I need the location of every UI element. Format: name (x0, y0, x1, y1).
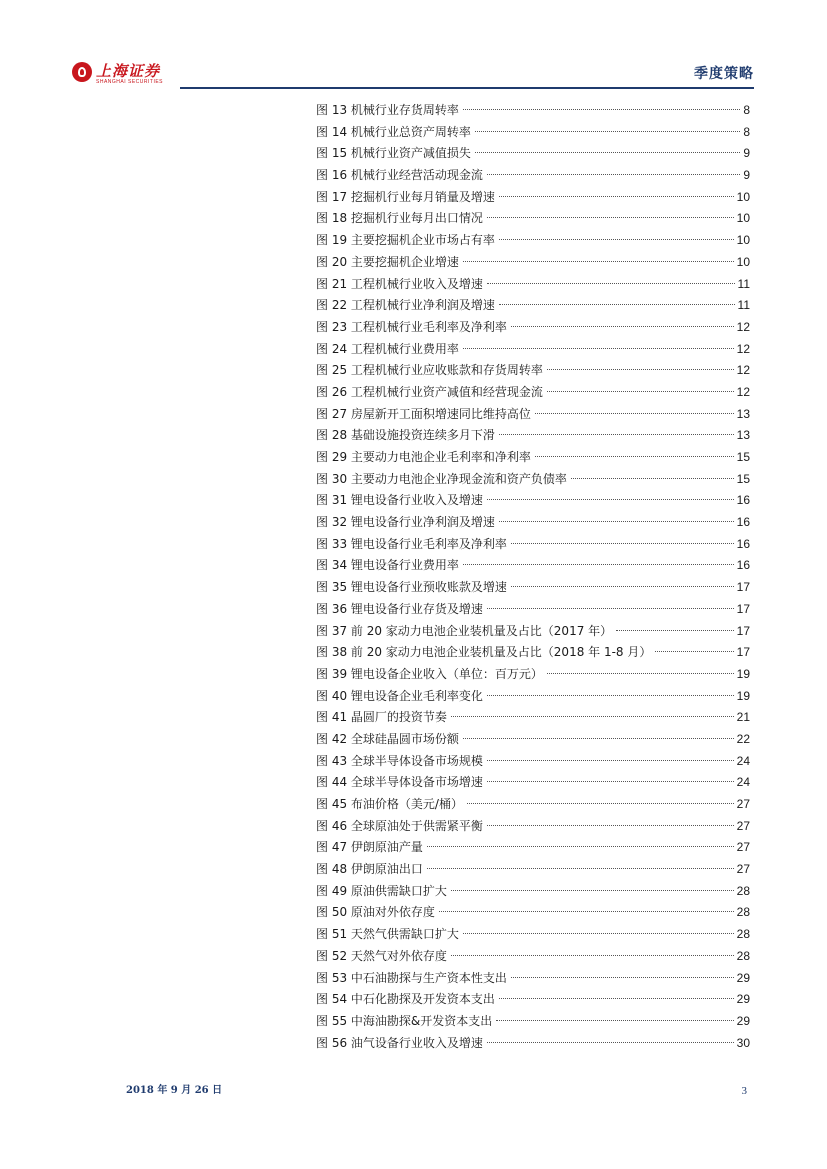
toc-dot-leader (499, 196, 734, 197)
toc-entry[interactable] (316, 339, 750, 361)
toc-entry[interactable] (316, 317, 750, 339)
toc-dot-leader (547, 391, 734, 392)
toc-dot-leader (487, 695, 734, 696)
toc-dot-leader (487, 760, 734, 761)
toc-dot-leader (463, 738, 734, 739)
toc-dot-leader (463, 348, 734, 349)
footer-date: 2018 年 9 月 26 日 (126, 1085, 223, 1096)
toc-dot-leader (499, 998, 734, 999)
toc-entry-label: 图 50 原油对外依存度 (316, 905, 435, 920)
toc-entry-page: 27 (736, 797, 750, 811)
toc-entry-page: 27 (736, 818, 750, 833)
toc-dot-leader (487, 781, 734, 782)
toc-entry-label: 图 51 天然气供需缺口扩大 (316, 927, 459, 942)
toc-dot-leader (475, 152, 740, 153)
toc-dot-leader (451, 716, 734, 717)
toc-entry[interactable] (316, 751, 750, 773)
toc-entry-page: 13 (736, 428, 750, 443)
toc-entry[interactable] (316, 577, 750, 599)
logo-chinese-text: 上海证券 (96, 62, 161, 80)
toc-entry-page: 9 (743, 168, 750, 183)
toc-entry-label: 图 39 锂电设备企业收入（单位：百万元） (316, 666, 543, 681)
toc-entry-page: 10 (736, 254, 750, 269)
toc-entry-page: 11 (737, 276, 750, 291)
toc-entry-page: 22 (736, 731, 750, 746)
toc-dot-leader (487, 825, 734, 826)
toc-entry-label: 图 26 工程机械行业资产减值和经营现金流 (316, 384, 543, 399)
toc-dot-leader (499, 434, 734, 435)
toc-entry[interactable] (316, 469, 750, 491)
toc-entry-page: 30 (736, 1035, 750, 1050)
toc-dot-leader (451, 890, 734, 891)
toc-entry-page: 9 (743, 146, 750, 161)
toc-entry[interactable] (316, 295, 750, 317)
page-header (0, 0, 827, 95)
toc-entry-page: 10 (736, 189, 750, 204)
toc-entry[interactable] (316, 252, 750, 274)
toc-entry[interactable] (316, 946, 750, 968)
toc-entry-page: 19 (736, 688, 750, 703)
toc-entry-label: 图 40 锂电设备企业毛利率变化 (316, 688, 483, 703)
toc-entry-label: 图 17 挖掘机行业每月销量及增速 (316, 189, 495, 204)
toc-entry[interactable] (316, 534, 750, 556)
toc-entry-page: 10 (736, 211, 750, 226)
toc-entry[interactable] (316, 924, 750, 946)
page-number: 3 (741, 1085, 747, 1097)
toc-entry[interactable] (316, 208, 750, 230)
toc-entry-label: 图 21 工程机械行业收入及增速 (316, 276, 483, 291)
toc-entry[interactable] (316, 686, 750, 708)
toc-entry-label: 图 52 天然气对外依存度 (316, 948, 447, 963)
toc-entry-page: 13 (736, 406, 750, 421)
toc-entry-page: 11 (737, 298, 750, 313)
section-title: 季度策略 (694, 66, 754, 82)
toc-entry-page: 17 (736, 623, 750, 638)
toc-entry-page: 12 (736, 363, 750, 378)
figure-table-of-contents (316, 100, 750, 1054)
toc-entry[interactable] (316, 989, 750, 1011)
toc-entry-label: 图 16 机械行业经营活动现金流 (316, 168, 483, 183)
toc-entry-page: 12 (736, 384, 750, 399)
toc-entry-page: 8 (743, 103, 750, 117)
toc-entry[interactable] (316, 859, 750, 881)
toc-entry[interactable] (316, 1011, 750, 1033)
toc-entry-label: 图 47 伊朗原油产量 (316, 840, 423, 855)
toc-entry-label: 图 37 前 20 家动力电池企业装机量及占比（2017 年） (316, 623, 613, 638)
toc-entry-page: 12 (736, 319, 750, 334)
toc-entry[interactable] (316, 230, 750, 252)
toc-entry[interactable] (316, 707, 750, 729)
toc-entry-label: 图 46 全球原油处于供需紧平衡 (316, 818, 483, 833)
toc-dot-leader (475, 131, 740, 132)
toc-entry[interactable] (316, 881, 750, 903)
toc-entry-label: 图 30 主要动力电池企业净现金流和资产负债率 (316, 471, 567, 486)
toc-entry[interactable] (316, 512, 750, 534)
toc-entry-label: 图 22 工程机械行业净利润及增速 (316, 298, 495, 313)
toc-dot-leader (655, 651, 733, 652)
toc-dot-leader (547, 369, 734, 370)
toc-entry-page: 16 (736, 493, 750, 508)
toc-entry-page: 28 (736, 883, 750, 898)
toc-entry-label: 图 54 中石化勘探及开发资本支出 (316, 992, 495, 1007)
toc-dot-leader (499, 304, 735, 305)
toc-entry[interactable] (316, 1033, 750, 1055)
header-divider (180, 87, 754, 89)
toc-entry[interactable] (316, 425, 750, 447)
toc-entry-label: 图 15 机械行业资产减值损失 (316, 146, 471, 161)
toc-entry-label: 图 24 工程机械行业费用率 (316, 341, 459, 356)
toc-entry-page: 15 (736, 450, 750, 464)
toc-entry[interactable] (316, 360, 750, 382)
toc-entry-label: 图 53 中石油勘探与生产资本性支出 (316, 970, 507, 985)
toc-dot-leader (487, 174, 740, 175)
logo-emblem-icon (72, 62, 92, 82)
toc-entry[interactable] (316, 816, 750, 838)
toc-entry-page: 28 (736, 948, 750, 963)
toc-entry-page: 17 (736, 580, 750, 595)
toc-dot-leader (463, 109, 740, 110)
toc-entry-page: 27 (736, 862, 750, 877)
toc-entry-page: 16 (736, 558, 750, 573)
toc-dot-leader (547, 673, 734, 674)
toc-entry[interactable] (316, 664, 750, 686)
toc-entry-label: 图 42 全球硅晶圆市场份额 (316, 731, 459, 746)
toc-entry[interactable] (316, 165, 750, 187)
toc-dot-leader (496, 1020, 733, 1021)
toc-dot-leader (439, 911, 734, 912)
toc-entry-page: 17 (736, 601, 750, 616)
toc-entry-label: 图 14 机械行业总资产周转率 (316, 124, 471, 139)
toc-entry-page: 29 (736, 970, 750, 985)
toc-entry[interactable] (316, 122, 750, 144)
toc-entry-page: 15 (736, 471, 750, 486)
toc-entry-label: 图 33 锂电设备行业毛利率及净利率 (316, 536, 507, 551)
toc-entry-page: 29 (736, 1013, 750, 1028)
toc-entry[interactable] (316, 902, 750, 924)
toc-entry-page: 28 (736, 927, 750, 942)
toc-entry-page: 28 (736, 905, 750, 920)
toc-entry-label: 图 34 锂电设备行业费用率 (316, 558, 459, 573)
toc-entry-label: 图 35 锂电设备行业预收账款及增速 (316, 580, 507, 595)
toc-entry-label: 图 18 挖掘机行业每月出口情况 (316, 211, 483, 226)
toc-entry-label: 图 45 布油价格（美元/桶） (316, 797, 463, 811)
toc-entry-page: 19 (736, 666, 750, 681)
toc-entry-label: 图 25 工程机械行业应收账款和存货周转率 (316, 363, 543, 378)
toc-dot-leader (463, 564, 734, 565)
toc-dot-leader (511, 326, 734, 327)
toc-entry-label: 图 32 锂电设备行业净利润及增速 (316, 515, 495, 530)
toc-entry-label: 图 29 主要动力电池企业毛利率和净利率 (316, 450, 531, 464)
toc-entry-label: 图 36 锂电设备行业存货及增速 (316, 601, 483, 616)
toc-entry[interactable] (316, 794, 750, 816)
toc-entry[interactable] (316, 968, 750, 990)
toc-entry[interactable] (316, 642, 750, 664)
toc-dot-leader (616, 630, 733, 631)
toc-dot-leader (427, 868, 734, 869)
toc-entry-label: 图 49 原油供需缺口扩大 (316, 883, 447, 898)
toc-entry-label: 图 38 前 20 家动力电池企业装机量及占比（2018 年 1-8 月） (316, 645, 652, 660)
toc-entry-label: 图 13 机械行业存货周转率 (316, 103, 459, 117)
toc-entry[interactable] (316, 404, 750, 426)
toc-dot-leader (499, 521, 734, 522)
toc-dot-leader (487, 1042, 734, 1043)
toc-entry[interactable] (316, 447, 750, 469)
toc-dot-leader (451, 955, 734, 956)
toc-entry-page: 27 (736, 840, 750, 855)
toc-entry-label: 图 55 中海油勘探&开发资本支出 (316, 1013, 493, 1028)
toc-entry-label: 图 44 全球半导体设备市场增速 (316, 775, 483, 790)
toc-dot-leader (463, 933, 734, 934)
toc-entry-label: 图 31 锂电设备行业收入及增速 (316, 493, 483, 508)
toc-dot-leader (499, 239, 734, 240)
toc-entry-label: 图 20 主要挖掘机企业增速 (316, 254, 459, 269)
toc-entry[interactable] (316, 274, 750, 296)
toc-entry[interactable] (316, 490, 750, 512)
toc-dot-leader (535, 456, 734, 457)
toc-entry-label: 图 19 主要挖掘机企业市场占有率 (316, 233, 495, 248)
toc-dot-leader (487, 283, 735, 284)
toc-entry-page: 21 (736, 710, 750, 725)
toc-entry[interactable] (316, 837, 750, 859)
toc-entry-page: 16 (736, 536, 750, 551)
toc-entry[interactable] (316, 143, 750, 165)
toc-dot-leader (463, 261, 734, 262)
toc-entry[interactable] (316, 729, 750, 751)
toc-dot-leader (487, 608, 734, 609)
toc-entry[interactable] (316, 187, 750, 209)
toc-dot-leader (511, 977, 734, 978)
toc-entry-label: 图 27 房屋新开工面积增速同比维持高位 (316, 406, 531, 421)
toc-entry-label: 图 56 油气设备行业收入及增速 (316, 1035, 483, 1050)
toc-dot-leader (535, 413, 734, 414)
toc-entry-page: 17 (736, 645, 750, 660)
toc-entry-page: 8 (743, 124, 750, 139)
toc-dot-leader (467, 803, 734, 804)
toc-dot-leader (427, 846, 734, 847)
toc-entry-page: 12 (736, 341, 750, 356)
toc-entry-page: 16 (736, 515, 750, 530)
toc-entry[interactable] (316, 382, 750, 404)
toc-entry[interactable] (316, 599, 750, 621)
toc-dot-leader (571, 478, 734, 479)
company-logo (72, 60, 182, 88)
toc-entry-label: 图 28 基础设施投资连续多月下滑 (316, 428, 495, 443)
toc-dot-leader (487, 499, 734, 500)
toc-dot-leader (511, 586, 734, 587)
toc-entry-page: 29 (736, 992, 750, 1007)
toc-entry-label: 图 48 伊朗原油出口 (316, 862, 423, 877)
toc-entry-page: 24 (736, 753, 750, 768)
toc-entry[interactable] (316, 772, 750, 794)
toc-dot-leader (511, 543, 734, 544)
toc-entry[interactable] (316, 555, 750, 577)
toc-entry[interactable] (316, 621, 750, 643)
logo-english-text: SHANGHAI SECURITIES (96, 79, 164, 85)
toc-entry-label: 图 43 全球半导体设备市场规模 (316, 753, 483, 768)
toc-entry-page: 24 (736, 775, 750, 790)
toc-entry-label: 图 41 晶圆厂的投资节奏 (316, 710, 447, 725)
toc-entry-label: 图 23 工程机械行业毛利率及净利率 (316, 319, 507, 334)
toc-entry[interactable] (316, 100, 750, 122)
toc-dot-leader (487, 217, 734, 218)
toc-entry-page: 10 (736, 233, 750, 248)
